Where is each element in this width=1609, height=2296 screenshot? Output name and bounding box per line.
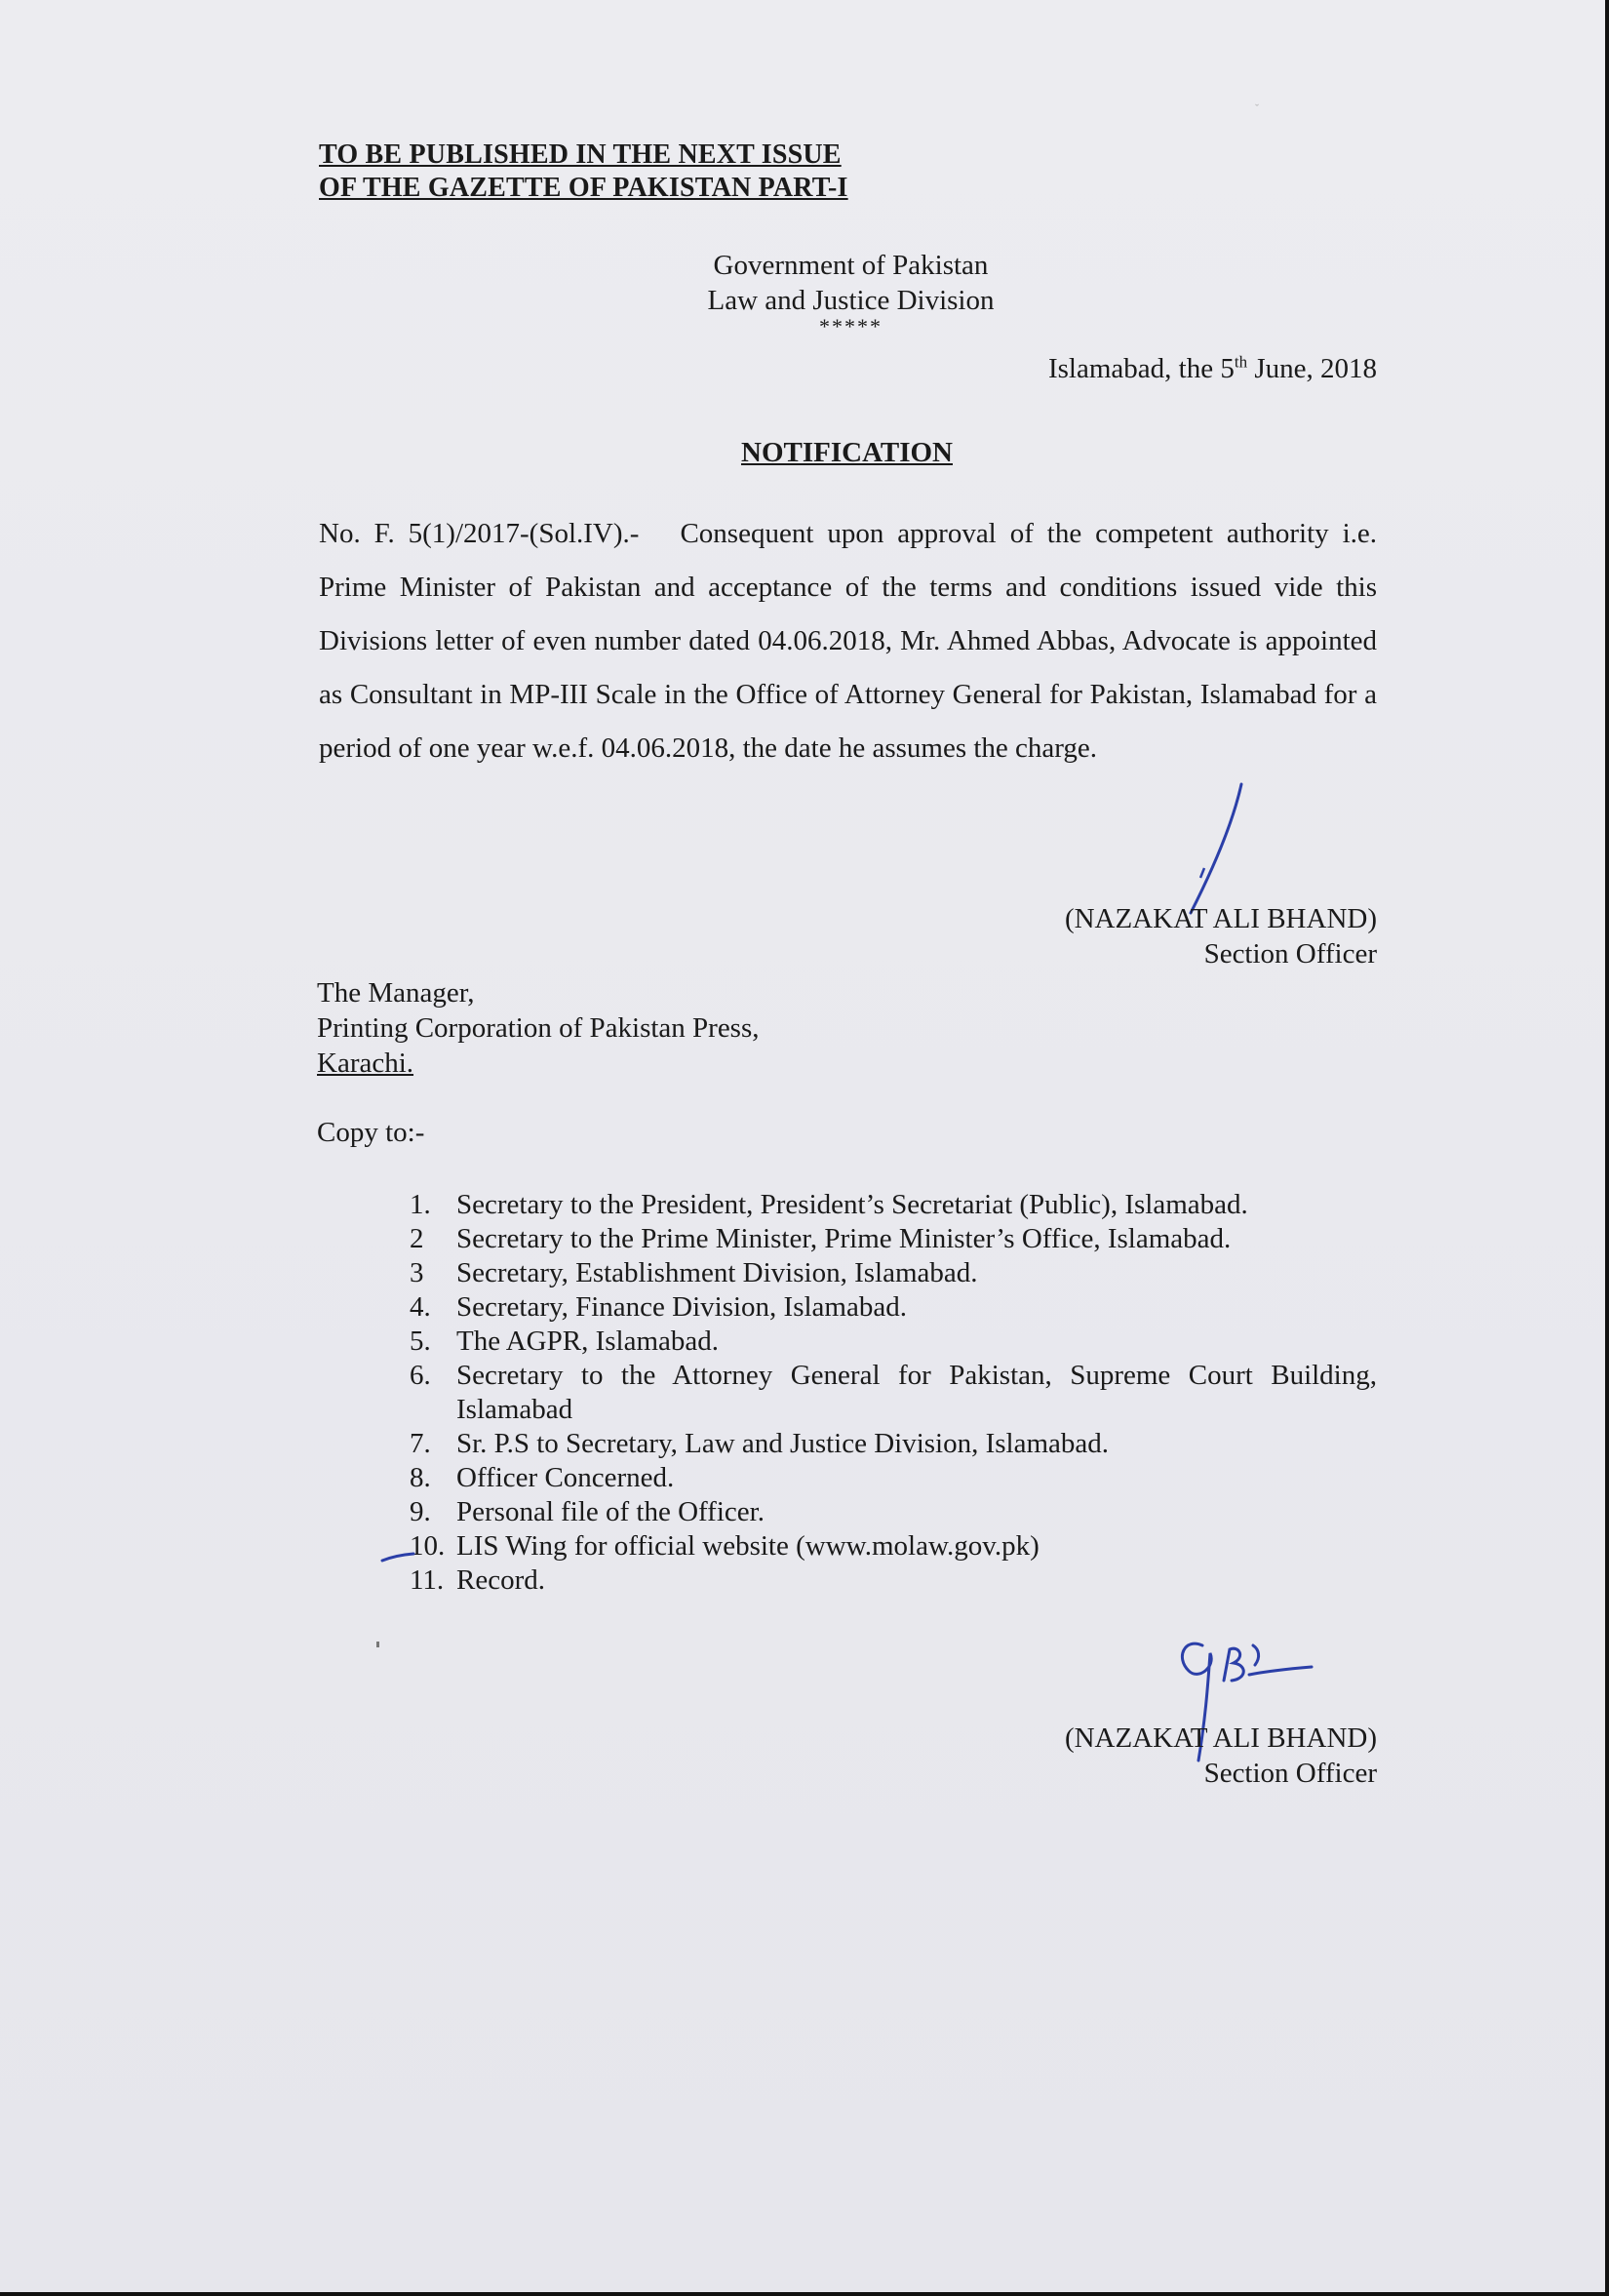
date-rest: June, 2018	[1247, 353, 1377, 384]
copy-to-item	[410, 1188, 1377, 1222]
signature-block-1	[1065, 901, 1377, 971]
separator-stars: *****	[819, 314, 883, 338]
copy-to-item-number: 1.	[410, 1189, 431, 1220]
copy-to-item-number: 3	[410, 1257, 424, 1288]
stray-mark	[376, 1642, 379, 1647]
gazette-heading-line-2: OF THE GAZETTE OF PAKISTAN PART-I	[319, 173, 848, 203]
addressee-line-1: The Manager,	[317, 977, 475, 1009]
copy-to-list	[410, 1188, 1377, 1598]
copy-to-item-number: 5.	[410, 1326, 431, 1357]
copy-to-item-number: 9.	[410, 1496, 431, 1527]
copy-to-item-number: 2	[410, 1223, 424, 1254]
copy-to-item-number: 8.	[410, 1462, 431, 1493]
signatory-copy-designation: Section Officer	[1203, 1758, 1377, 1789]
government-name: Government of Pakistan	[713, 250, 989, 281]
copy-to-item	[410, 1325, 1377, 1359]
copy-to-item	[410, 1529, 1377, 1564]
gazette-heading	[319, 139, 848, 205]
copy-to-item	[410, 1359, 1377, 1427]
dateline	[1048, 353, 1377, 385]
copy-to-label: Copy to:-	[317, 1117, 425, 1148]
copy-to-item-number: 4.	[410, 1291, 431, 1323]
copy-to-item-text: Secretary to the Attorney General for Pakistan, Supreme Court Building, Islamabad	[456, 1360, 1377, 1425]
notification-body	[319, 507, 1377, 775]
addressee-city: Karachi.	[317, 1048, 414, 1079]
addressee-block	[317, 975, 760, 1081]
pen-tick-mark	[380, 1551, 415, 1564]
copy-to-item	[410, 1222, 1377, 1256]
signatory-name: (NAZAKAT ALI BHAND)	[1064, 903, 1377, 934]
copy-to-item-text: Sr. P.S to Secretary, Law and Justice Division, Islamabad.	[456, 1428, 1110, 1459]
date-ordinal-suffix: th	[1234, 352, 1248, 372]
copy-to-item-text: Secretary to the Prime Minister, Prime Minister’s Office, Islamabad.	[456, 1223, 1232, 1254]
office-block	[585, 248, 1117, 336]
copy-to-item	[410, 1495, 1377, 1529]
notification-title: NOTIFICATION	[741, 437, 953, 468]
copy-to-item-text: Secretary, Finance Division, Islamabad.	[456, 1291, 907, 1323]
copy-to-item-text: Officer Concerned.	[456, 1462, 675, 1493]
copy-to-item-text: LIS Wing for official website (www.molaw.gov.pk)	[456, 1530, 1040, 1562]
copy-to-item	[410, 1290, 1377, 1325]
faint-corner-mark: ˇ	[1255, 101, 1259, 115]
copy-to-item	[410, 1427, 1377, 1461]
reference-number: No. F. 5(1)/2017-(Sol.IV).-	[319, 518, 640, 549]
copy-to-item-text: The AGPR, Islamabad.	[456, 1326, 720, 1357]
copy-to-item-text: Secretary, Establishment Division, Islamabad.	[456, 1257, 978, 1288]
copy-to-item-text: Record.	[456, 1564, 545, 1596]
copy-to-item-number: 7.	[410, 1428, 431, 1459]
copy-to-item	[410, 1461, 1377, 1495]
scan-edge-bottom	[0, 2292, 1609, 2296]
notification-text: Consequent upon approval of the competent authority i.e. Prime Minister of Pakistan and acceptance of the terms and conditions issued vide this Divisions letter of even number dated 04.06.2018, Mr. Ahmed Abbas, Advocate is appointed as Consultant in MP-III Scale in the Office of Attorney General for Pakistan, Islamabad for a period of one year w.e.f. 04.06.2018, the date he assumes the charge.	[319, 518, 1378, 764]
addressee-line-2: Printing Corporation of Pakistan Press,	[317, 1012, 760, 1044]
copy-to-item-text: Personal file of the Officer.	[456, 1496, 765, 1527]
date-prefix: Islamabad, the 5	[1047, 353, 1235, 384]
copy-to-item-text: Secretary to the President, President’s Secretariat (Public), Islamabad.	[456, 1189, 1248, 1220]
gazette-heading-line-1: TO BE PUBLISHED IN THE NEXT ISSUE	[319, 139, 842, 170]
signatory-designation: Section Officer	[1203, 938, 1377, 970]
copy-to-item-number: 11.	[410, 1564, 445, 1596]
copy-to-item-number: 6.	[410, 1360, 431, 1391]
division-name: Law and Justice Division	[707, 285, 995, 316]
signatory-copy-name: (NAZAKAT ALI BHAND)	[1064, 1722, 1377, 1754]
signature-block-2	[1065, 1721, 1377, 1791]
pen-stroke-signature-1	[1165, 780, 1253, 917]
copy-to-item-number: 10.	[410, 1530, 446, 1562]
scan-edge-right	[1605, 0, 1609, 2296]
copy-to-item	[410, 1256, 1377, 1290]
copy-to-item	[410, 1564, 1377, 1598]
